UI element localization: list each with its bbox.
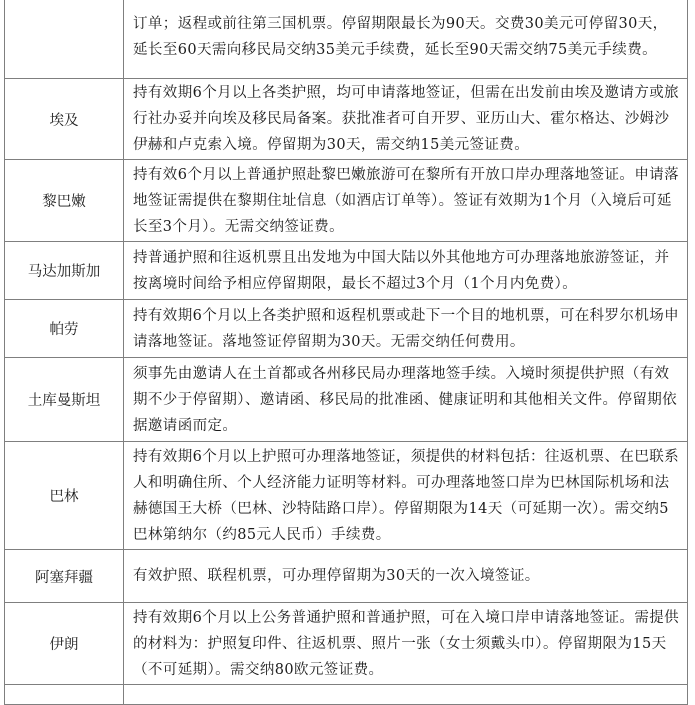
table-row: [5, 603, 688, 685]
policy-cell: 持有效期6个月以上公务普通护照和普通护照，可在入境口岸申请落地签证。需提供的材料为：护照复印件、往返机票、照片一张（女士须戴头巾）。停留期限为15天（不可延期）。需交纳80欧元签证费。: [124, 603, 688, 685]
policy-cell: 订单；返程或前往第三国机票。停留期限最长为90天。交费30美元可停留30天，延长至60天需向移民局交纳35美元手续费，延长至90天需交纳75美元手续费。: [124, 0, 688, 79]
country-cell: [5, 0, 124, 79]
table-row: [5, 160, 688, 242]
policy-cell: 持有效6个月以上普通护照赴黎巴嫩旅游可在黎所有开放口岸办理落地签证。申请落地签证需提供在黎期住址信息（如酒店订单等）。签证有效期为1个月（入境后可延长至3个月）。无需交纳签证费。: [124, 160, 688, 242]
table-row: [5, 79, 688, 160]
policy-cell: 有效护照、联程机票，可办理停留期为30天的一次入境签证。: [124, 550, 688, 603]
policy-cell: 须事先由邀请人在土首都或各州移民局办理落地签手续。入境时须提供护照（有效期不少于停留期）、邀请函、移民局的批准函、健康证明和其他相关文件。停留期依据邀请函而定。: [124, 358, 688, 442]
table-row: [5, 242, 688, 300]
country-cell: 埃及: [5, 79, 124, 160]
table-row: [5, 358, 688, 442]
policy-cell: 持有效期6个月以上各类护照，均可申请落地签证，但需在出发前由埃及邀请方或旅行社办妥并向埃及移民局备案。获批准者可自开罗、亚历山大、霍尔格达、沙姆沙伊赫和卢克索入境。停留期为30天，需交纳15美元签证费。: [124, 79, 688, 160]
country-cell: 黎巴嫩: [5, 160, 124, 242]
table-row: [5, 442, 688, 550]
country-cell: 马达加斯加: [5, 242, 124, 300]
table-row: [5, 550, 688, 603]
policy-cell: 持有效期6个月以上各类护照和返程机票或赴下一个目的地机票，可在科罗尔机场申请落地签证。落地签证停留期为30天。无需交纳任何费用。: [124, 300, 688, 358]
country-cell: 巴林: [5, 442, 124, 550]
table-row: [5, 0, 688, 79]
table-row: [5, 300, 688, 358]
country-cell: 阿塞拜疆: [5, 550, 124, 603]
country-cell: 土库曼斯坦: [5, 358, 124, 442]
policy-cell: 持普通护照和往返机票且出发地为中国大陆以外其他地方可办理落地旅游签证，并按离境时间给予相应停留期限，最长不超过3个月（1个月内免费）。: [124, 242, 688, 300]
country-cell: 帕劳: [5, 300, 124, 358]
visa-table: [4, 0, 688, 705]
policy-cell: 持有效期6个月以上护照可办理落地签证，须提供的材料包括：往返机票、在巴联系人和明确住所、个人经济能力证明等材料。可办理落地签口岸为巴林国际机场和法赫德国王大桥（巴林、沙特陆路口岸）。停留期限为14天（可延期一次）。需交纳5巴林第纳尔（约85元人民币）手续费。: [124, 442, 688, 550]
country-cell: 伊朗: [5, 603, 124, 685]
